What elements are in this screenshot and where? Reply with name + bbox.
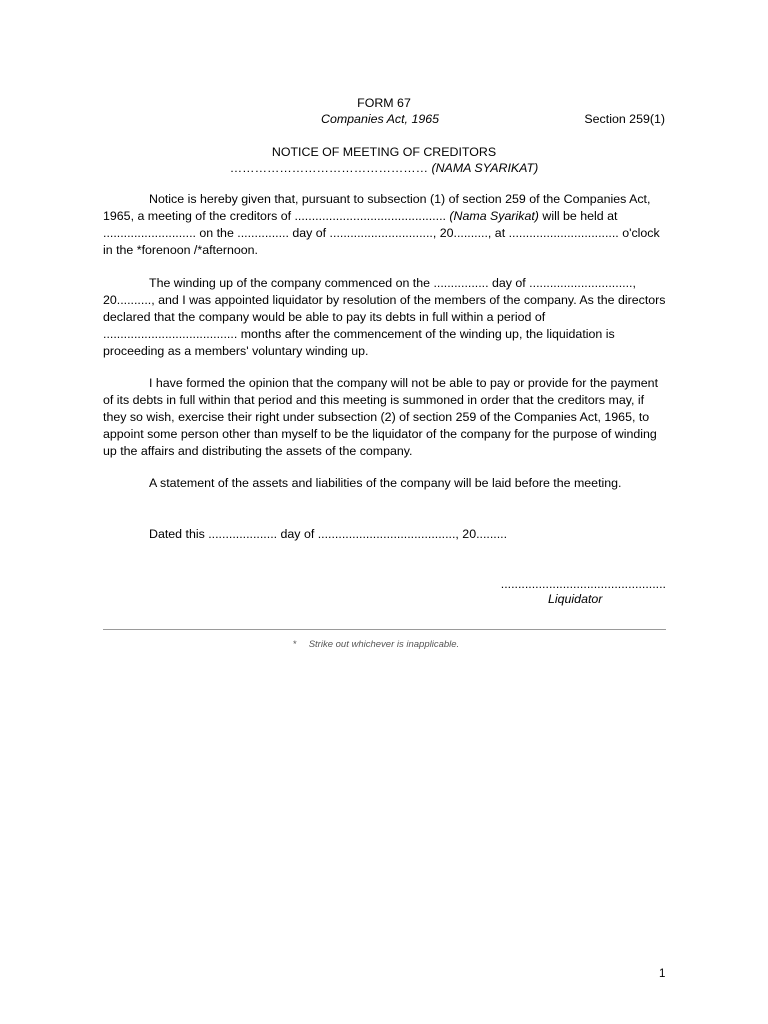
company-name-blank: ………………………………………… xyxy=(229,161,429,175)
signature-label: Liquidator xyxy=(548,592,603,606)
paragraph-opinion: I have formed the opinion that the company will not be able to pay or provide for the payment of its debts in full within that period and this meeting is summoned in order that the creditors may, if they so wish, exercise their right under subsection (2) of section 259 of the Companies Act, 1965, to appoint some person other than myself to be the liquidator of the company for the purpose of winding up the affairs and distributing the assets of the company. xyxy=(103,376,659,458)
paragraph-meeting-notice-end: will be held at ........................... on the ............... day of .............................., 20.........., at ................................ o'clock in the *forenoon /*afternoon. xyxy=(103,209,660,257)
company-name-placeholder: (NAMA SYARIKAT) xyxy=(431,161,539,175)
footnote xyxy=(293,636,459,653)
footnote-divider xyxy=(103,629,666,630)
paragraph-meeting-notice-start: Notice is hereby given that, pursuant to subsection (1) of section 259 of the Companies Act, 1965, a meeting of the creditors of ............................................ xyxy=(103,192,651,223)
dated-line: Dated this .................... day of ........................................, 20......... xyxy=(149,527,508,541)
footnote-marker: * xyxy=(293,639,297,650)
notice-title: NOTICE OF MEETING OF CREDITORS xyxy=(271,145,497,159)
page-number: 1 xyxy=(659,968,666,980)
section-reference: Section 259(1) xyxy=(584,112,665,126)
paragraph-statement: A statement of the assets and liabilities of the company will be laid before the meeting. xyxy=(149,476,622,490)
form-number: FORM 67 xyxy=(357,96,411,110)
footnote-text: Strike out whichever is inapplicable. xyxy=(308,639,460,650)
company-name-inline: (Nama Syarikat) xyxy=(449,209,539,223)
company-name-line xyxy=(0,160,768,177)
signature-line: ................................................ xyxy=(500,577,666,591)
paragraph-winding-up: The winding up of the company commenced on the ................ day of .............................., 20.........., and I was appointed liquidator by resolution of the members of the company. As the directors declared that the company would be able to pay its debts in full within a period of ....................................... months after the commencement of the winding up, the liquidation is proceeding as a members' voluntary winding up. xyxy=(103,276,666,358)
paragraph-meeting-notice xyxy=(103,191,668,259)
act-name: Companies Act, 1965 xyxy=(321,112,440,126)
